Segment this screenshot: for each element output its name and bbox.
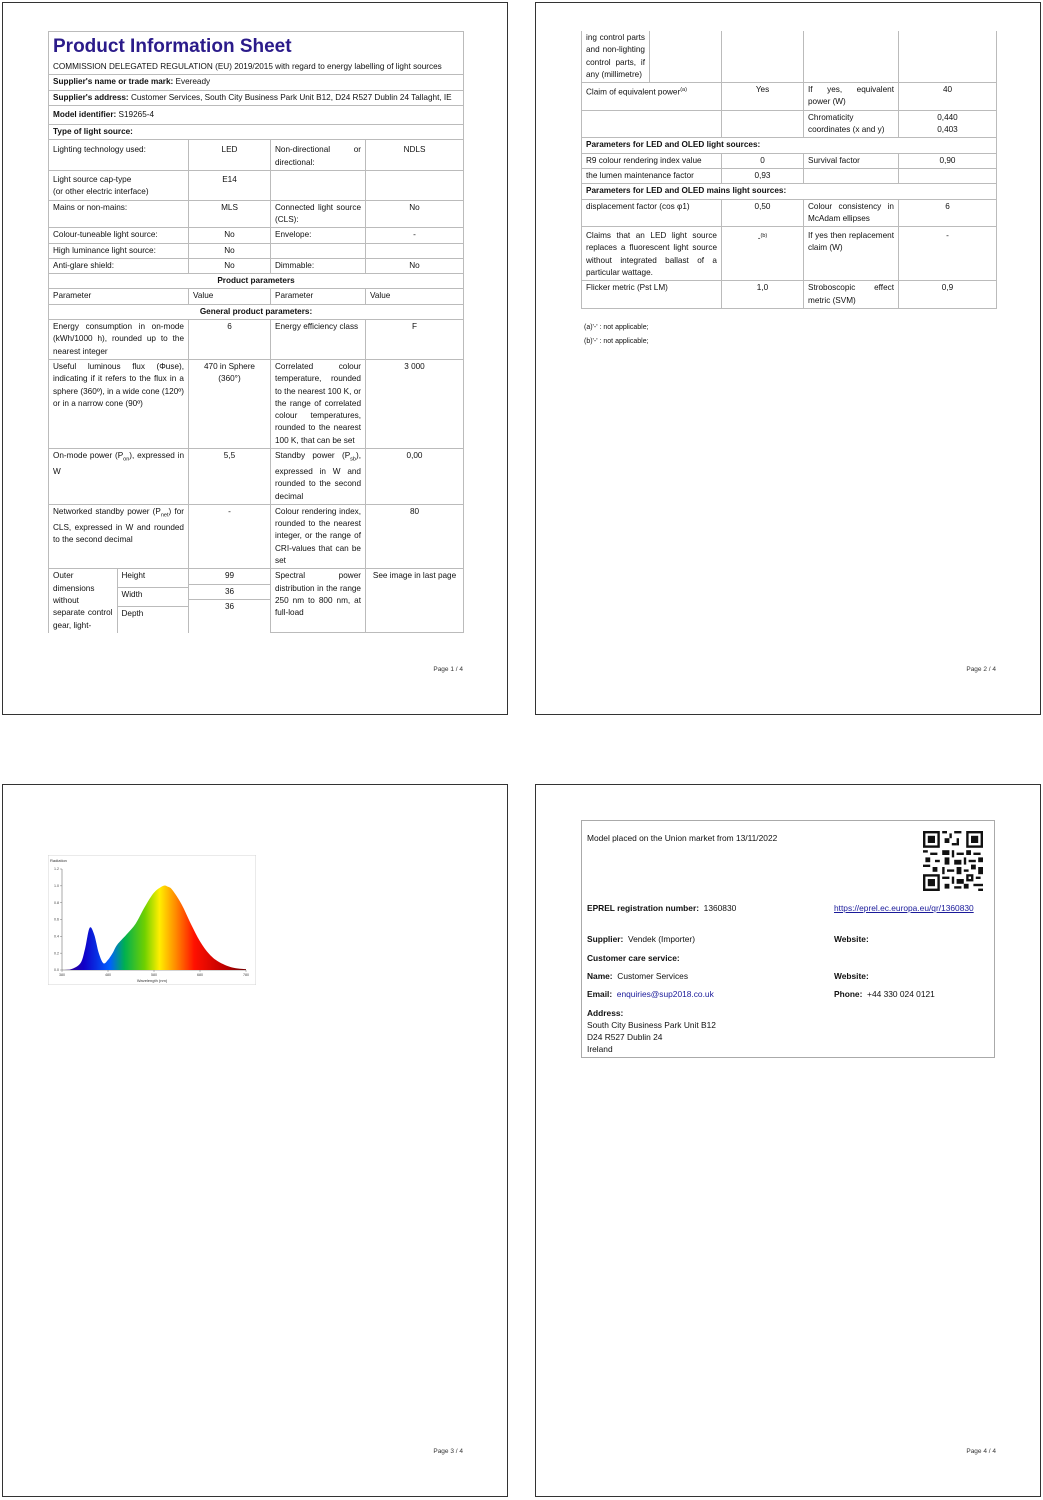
directional-label: Non-directional or directional: (271, 140, 366, 171)
address-line-3: Ireland (587, 1044, 613, 1054)
email-link[interactable]: enquiries@sup2018.co.uk (616, 989, 714, 999)
tuneable-value: No (189, 228, 271, 243)
led-mains-params-heading: Parameters for LED and OLED mains light sources: (582, 184, 997, 199)
equivalent-power-claim-label: Claim of equivalent power$^{(a)}$ (582, 83, 722, 111)
y-tick-label-6: 1.2 (54, 867, 59, 872)
cap-type-label: Light source cap-type (53, 175, 132, 185)
spectral-value: See image in last page (366, 569, 464, 633)
eprel-link[interactable]: https://eprel.ec.europa.eu/qr/1360830 (834, 903, 974, 913)
onmode-power-label: On-mode power $(P_{on})$, expressed in W (49, 449, 189, 505)
chart-ylabel: Radiation (50, 858, 67, 863)
dimmable-value: No (366, 258, 464, 273)
supplier-name-label: Supplier's name or trade mark: (53, 77, 174, 87)
spectral-label: Spectral power distribution in the range 250 nm to 800 nm, at full-load (271, 569, 366, 633)
phone-row (834, 988, 935, 1000)
supplier-info-box (581, 820, 995, 1058)
width-value: 36 (189, 585, 270, 600)
outer-dimensions-label: Outer dimensions without separate control gear, light- (49, 569, 117, 632)
stroboscopic-label: Stroboscopic effect metric (SVM) (804, 281, 899, 309)
page-3 (2, 784, 508, 1497)
equivalent-power-label: If yes, equivalent power (W) (804, 83, 899, 111)
name-row (587, 970, 688, 982)
product-params-heading: Product parameters (49, 274, 464, 289)
supplier-address-label: Supplier's address: (53, 92, 129, 102)
x-tick-label-4: 780 (243, 973, 249, 977)
equivalent-power-value: 40 (899, 83, 997, 111)
connected-value: No (366, 200, 464, 228)
lighting-tech-label: Lighting technology used: (49, 140, 189, 171)
displacement-factor-value: 0,50 (722, 199, 804, 227)
cct-value: 3 000 (366, 359, 464, 448)
model-label: Model identifier: (53, 109, 117, 119)
anti-glare-value: No (189, 258, 271, 273)
replacement-wattage-label: If yes then replacement claim (W) (804, 227, 899, 281)
lumen-maintenance-label: the lumen maintenance factor (582, 168, 722, 183)
col-parameter: Parameter (49, 289, 189, 304)
mains-label: Mains or non-mains: (49, 200, 189, 228)
eprel-label: EPREL registration number: (587, 903, 699, 913)
name-value: Customer Services (617, 971, 689, 981)
website-label: Website: (834, 934, 869, 944)
page-number: Page 1 / 4 (433, 665, 463, 673)
standby-power-value: 0,00 (366, 449, 464, 505)
depth-label: Depth (121, 609, 144, 619)
r9-value: 0 (722, 153, 804, 168)
supplier-row (587, 933, 695, 945)
envelope-value: - (366, 228, 464, 243)
page-number: Page 2 / 4 (966, 665, 996, 673)
model-identifier: S19265-4 (118, 109, 155, 119)
onmode-power-value: 5,5 (189, 449, 271, 505)
displacement-factor-label: displacement factor (cos φ1) (582, 199, 722, 227)
cri-value: 80 (366, 504, 464, 568)
email-row (587, 988, 714, 1000)
standby-power-label: Standby power $(P_{sb})$, expressed in W and rounded to the second decimal (271, 449, 366, 505)
y-tick-label-5: 1.0 (54, 884, 59, 889)
flicker-metric-label: Flicker metric (Pst LM) (582, 281, 722, 309)
footnote-b: (b)'-' : not applicable; (584, 338, 649, 345)
efficiency-class-value: F (366, 320, 464, 360)
website-label-2: Website: (834, 971, 869, 981)
y-tick-label-3: 0.6 (54, 917, 59, 922)
page-2 (535, 2, 1041, 715)
lumen-maintenance-value: 0,93 (722, 168, 804, 183)
colour-consistency-value: 6 (899, 199, 997, 227)
regulation-text: COMMISSION DELEGATED REGULATION (EU) 2019/2015 with regard to energy labelling of light sources (49, 60, 464, 75)
eprel-number: 1360830 (703, 903, 737, 913)
flux-label: Useful luminous flux (Φuse), indicating if it refers to the flux in a sphere (360º), in a wide cone (120º) or in a narrow cone (90º) (49, 359, 189, 448)
tuneable-label: Colour-tuneable light source: (49, 228, 189, 243)
y-tick-label-0: 0.0 (54, 968, 59, 973)
stroboscopic-value: 0,9 (899, 281, 997, 309)
energy-value: 6 (189, 320, 271, 360)
flicker-metric-value: 1,0 (722, 281, 804, 309)
phone-value: +44 330 024 0121 (867, 989, 935, 999)
y-tick-label-2: 0.4 (54, 934, 59, 939)
spectral-power-chart (48, 855, 256, 985)
x-tick-label-0: 380 (59, 973, 65, 977)
flux-value: 470 in Sphere (360°) (189, 359, 271, 448)
col-value-2: Value (366, 289, 464, 304)
replacement-wattage-value: - (899, 227, 997, 281)
width-label: Width (117, 588, 189, 607)
supplier-address: Customer Services, South City Business Park Unit B12, D24 R527 Dublin 24 Tallaght, IE (130, 92, 452, 102)
envelope-label: Envelope: (271, 228, 366, 243)
replacement-claims-value: -$^{(b)}$ (722, 227, 804, 281)
anti-glare-label: Anti-glare shield: (49, 258, 189, 273)
x-tick-label-2: 580 (151, 973, 157, 977)
market-date: Model placed on the Union market from 13/11/2022 (587, 833, 778, 843)
cct-label: Correlated colour temperature, rounded to the nearest 100 K, or the range of correlated colour temperatures, rounded to the nearest 100 K, that can be set (271, 359, 366, 448)
page-1 (2, 2, 508, 715)
directional-value: NDLS (366, 140, 464, 171)
supplier-value: Vendek (Importer) (627, 934, 695, 944)
equivalent-power-claim-value: Yes (722, 83, 804, 111)
chart-xlabel: Wavelength (nm) (136, 978, 168, 983)
networked-standby-value: - (189, 504, 271, 568)
product-info-table-continued (581, 31, 997, 309)
y-tick-label-4: 0.8 (54, 900, 59, 905)
r9-label: R9 colour rendering index value (582, 153, 722, 168)
connected-label: Connected light source (CLS): (271, 200, 366, 228)
email-label: Email: (587, 989, 613, 999)
name-label: Name: (587, 971, 613, 981)
col-parameter-2: Parameter (271, 289, 366, 304)
energy-label: Energy consumption in on-mode (kWh/1000 h), rounded up to the nearest integer (49, 320, 189, 360)
chromaticity-x: 0,440 (937, 112, 958, 122)
eprel-row (587, 902, 736, 914)
colour-consistency-label: Colour consistency in McAdam ellipses (804, 199, 899, 227)
chromaticity-y: 0,403 (937, 125, 958, 135)
page-title: Product Information Sheet (53, 36, 292, 57)
type-label: Type of light source: (49, 125, 464, 140)
cri-label: Colour rendering index, rounded to the nearest integer, or the range of CRI-values that can be set (271, 504, 366, 568)
mains-value: MLS (189, 200, 271, 228)
efficiency-class-label: Energy efficiency class (271, 320, 366, 360)
page-4 (535, 784, 1041, 1497)
dimmable-label: Dimmable: (271, 258, 366, 273)
address-label: Address: (587, 1008, 624, 1018)
depth-value: 36 (224, 601, 235, 611)
cap-type-label-2: (or other electric interface) (53, 187, 149, 197)
height-label: Height (117, 569, 189, 587)
phone-label: Phone: (834, 989, 863, 999)
x-tick-label-3: 680 (197, 973, 203, 977)
replacement-claims-label: Claims that an LED light source replaces a fluorescent light source without integrated ballast of a particular wattage. (582, 227, 722, 281)
footnotes (584, 321, 649, 349)
col-value: Value (189, 289, 271, 304)
supplier-name: Eveready (175, 77, 211, 87)
dimensions-label-continued: ing control parts and non-lighting control parts, if any (millimetre) (582, 31, 650, 83)
cap-type-value: E14 (189, 171, 271, 201)
address-line-1: South City Business Park Unit B12 (587, 1020, 716, 1030)
customer-care-label: Customer care service: (587, 953, 680, 963)
page-number: Page 3 / 4 (433, 1447, 463, 1455)
x-tick-label-1: 480 (105, 973, 111, 977)
high-lum-value: No (189, 243, 271, 258)
survival-factor-label: Survival factor (804, 153, 899, 168)
height-value: 99 (189, 569, 270, 584)
footnote-a: (a)'-' : not applicable; (584, 324, 649, 331)
qr-code-icon (923, 831, 983, 891)
supplier-label: Supplier: (587, 934, 624, 944)
lighting-tech-value: LED (189, 140, 271, 171)
page-number: Page 4 / 4 (966, 1447, 996, 1455)
address-block (587, 1007, 716, 1055)
general-params-heading: General product parameters: (49, 304, 464, 319)
y-tick-label-1: 0.2 (54, 951, 59, 956)
high-lum-label: High luminance light source: (49, 243, 189, 258)
networked-standby-label: Networked standby power $(P_{net})$ for CLS, expressed in W and rounded to the second decimal (49, 504, 189, 568)
chromaticity-label: Chromaticity coordinates (x and y) (804, 110, 899, 138)
product-info-table (48, 31, 464, 633)
survival-factor-value: 0,90 (899, 153, 997, 168)
led-params-heading: Parameters for LED and OLED light sources: (582, 138, 997, 153)
address-line-2: D24 R527 Dublin 24 (587, 1032, 663, 1042)
